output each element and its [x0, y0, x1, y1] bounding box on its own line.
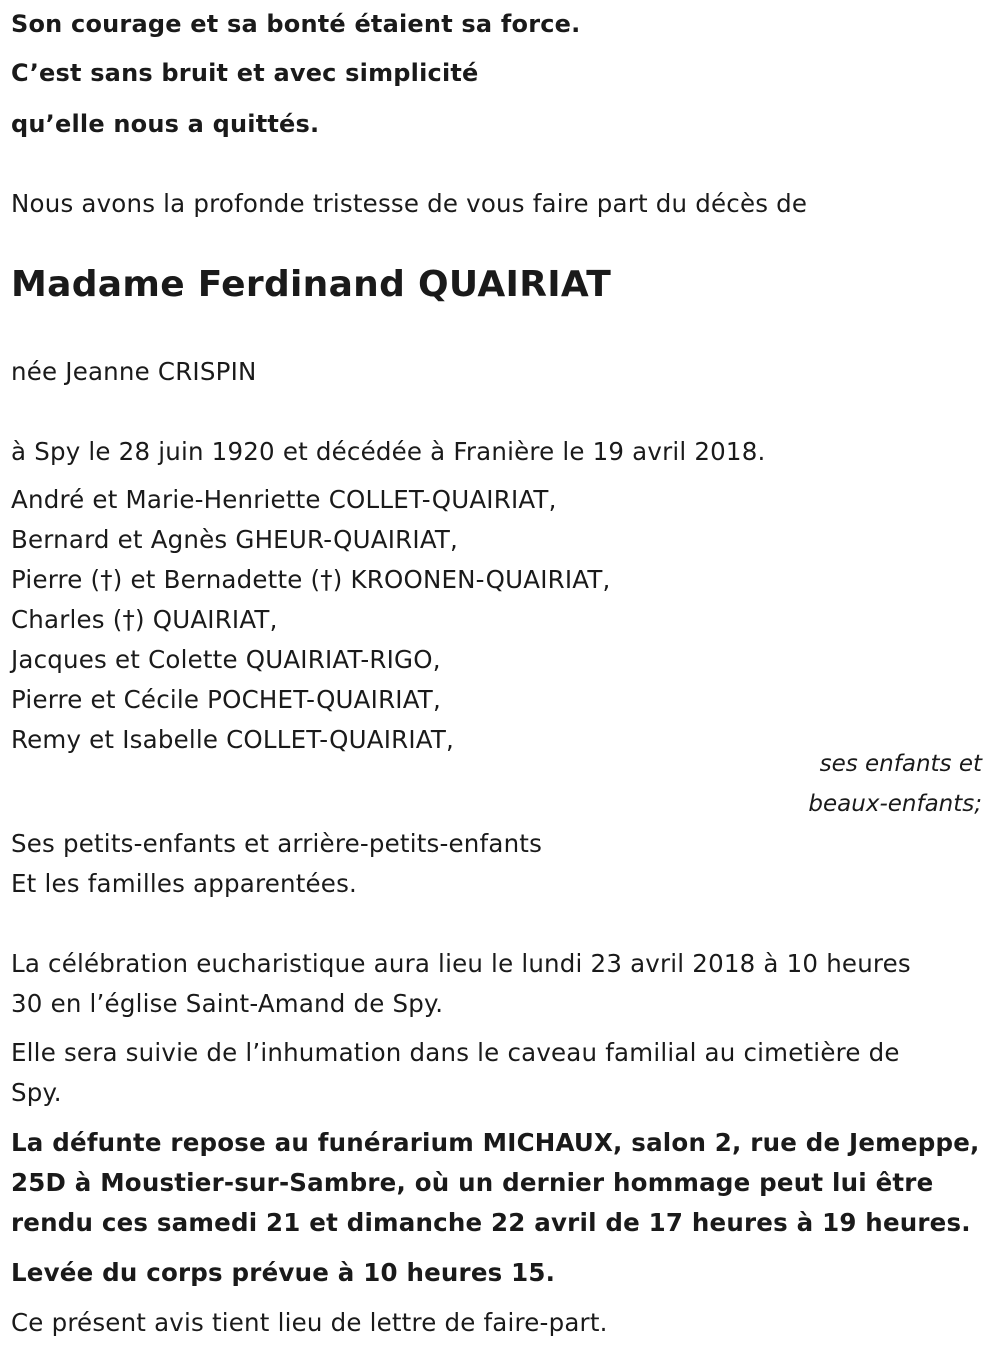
family-child-5: Jacques et Colette QUAIRIAT-RIGO,: [11, 645, 441, 674]
notice-text: Ce présent avis tient lieu de lettre de faire-part.: [11, 1308, 608, 1337]
funerarium-line-2: 25D à Moustier-sur-Sambre, où un dernier hommage peut lui être: [11, 1168, 934, 1197]
family-child-2: Bernard et Agnès GHEUR-QUAIRIAT,: [11, 525, 459, 554]
family-child-7: Remy et Isabelle COLLET-QUAIRIAT,: [11, 725, 455, 754]
family-child-4: Charles (†) QUAIRIAT,: [11, 605, 278, 634]
funerarium-line-1: La défunte repose au funérarium MICHAUX, salon 2, rue de Jemeppe,: [11, 1128, 980, 1157]
family-child-1: André et Marie-Henriette COLLET-QUAIRIAT,: [11, 485, 557, 514]
family-role-line-2: beaux-enfants;: [808, 791, 982, 817]
birth-name: née Jeanne CRISPIN: [11, 357, 257, 386]
intro-text: Nous avons la profonde tristesse de vous faire part du décès de: [11, 189, 808, 218]
family-role-line-1: ses enfants et: [819, 751, 982, 777]
grandchildren-line: Ses petits-enfants et arrière-petits-enfants: [11, 829, 543, 858]
celebration-line-2: 30 en l’église Saint-Amand de Spy.: [11, 989, 444, 1018]
deceased-name: Madame Ferdinand QUAIRIAT: [11, 264, 612, 305]
levee-du-corps: Levée du corps prévue à 10 heures 15.: [11, 1258, 556, 1287]
relatives-line: Et les familles apparentées.: [11, 869, 358, 898]
burial-line-1: Elle sera suivie de l’inhumation dans le caveau familial au cimetière de: [11, 1038, 900, 1067]
quote-line-2: C’est sans bruit et avec simplicité: [11, 59, 479, 87]
celebration-line-1: La célébration eucharistique aura lieu le lundi 23 avril 2018 à 10 heures: [11, 949, 911, 978]
birth-death-dates: à Spy le 28 juin 1920 et décédée à Franière le 19 avril 2018.: [11, 437, 766, 466]
quote-line-3: qu’elle nous a quittés.: [11, 110, 320, 138]
family-child-3: Pierre (†) et Bernadette (†) KROONEN-QUAIRIAT,: [11, 565, 611, 594]
quote-line-1: Son courage et sa bonté étaient sa force.: [11, 10, 581, 38]
burial-line-2: Spy.: [11, 1078, 62, 1107]
family-child-6: Pierre et Cécile POCHET-QUAIRIAT,: [11, 685, 441, 714]
funerarium-line-3: rendu ces samedi 21 et dimanche 22 avril de 17 heures à 19 heures.: [11, 1208, 971, 1237]
